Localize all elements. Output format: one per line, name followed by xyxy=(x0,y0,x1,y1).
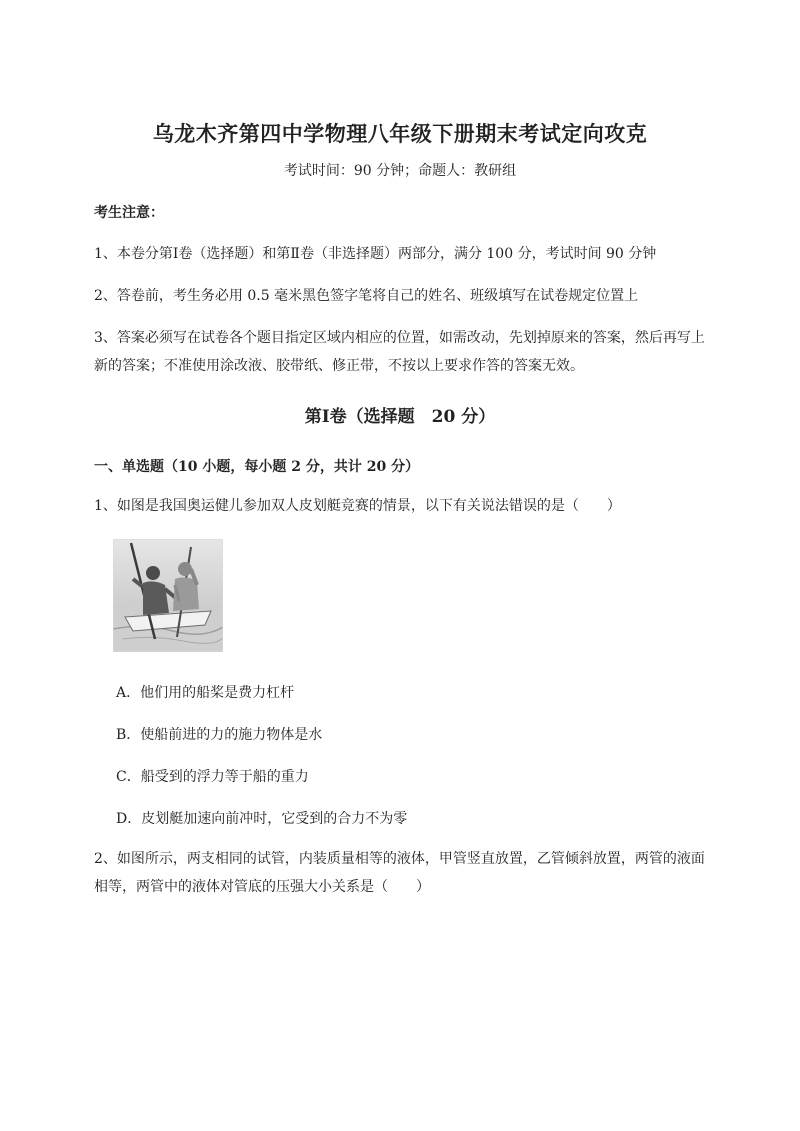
question-2-stem: 2、如图所示，两支相同的试管，内装质量相等的液体，甲管竖直放置，乙管倾斜放置，两管的液面相等，两管中的液体对管底的压强大小关系是（ ） xyxy=(94,851,705,895)
notice-heading: 考生注意： xyxy=(94,205,164,221)
page-title: 乌龙木齐第四中学物理八年级下册期末考试定向攻克 xyxy=(152,121,648,146)
section-title: 第Ⅰ卷（选择题 20 分） xyxy=(304,407,496,427)
question-1-option-a: A．他们用的船桨是费力杠杆 xyxy=(116,685,295,701)
question-1-option-d: D．皮划艇加速向前冲时，它受到的合力不为零 xyxy=(116,811,408,827)
exam-info: 考试时间：90 分钟；命题人：教研组 xyxy=(283,163,517,179)
notice-item-3: 3、答案必须写在试卷各个题目指定区域内相应的位置，如需改动，先划掉原来的答案，然后再写上新的答案；不准使用涂改液、胶带纸、修正带，不按以上要求作答的答案无效。 xyxy=(94,330,705,374)
question-1-stem: 1、如图是我国奥运健儿参加双人皮划艇竞赛的情景，以下有关说法错误的是（ ） xyxy=(94,498,621,514)
question-1-option-b: B．使船前进的力的施力物体是水 xyxy=(116,727,323,743)
notice-item-1: 1、本卷分第Ⅰ卷（选择题）和第Ⅱ卷（非选择题）两部分，满分 100 分，考试时间 90 分钟 xyxy=(94,246,657,262)
kayak-photo xyxy=(113,539,223,652)
part-heading: 一、单选题（10 小题，每小题 2 分，共计 20 分） xyxy=(94,459,420,475)
question-1-option-c: C．船受到的浮力等于船的重力 xyxy=(116,769,309,785)
notice-item-2: 2、答卷前，考生务必用 0.5 毫米黑色签字笔将自己的姓名、班级填写在试卷规定位置上 xyxy=(94,288,639,304)
